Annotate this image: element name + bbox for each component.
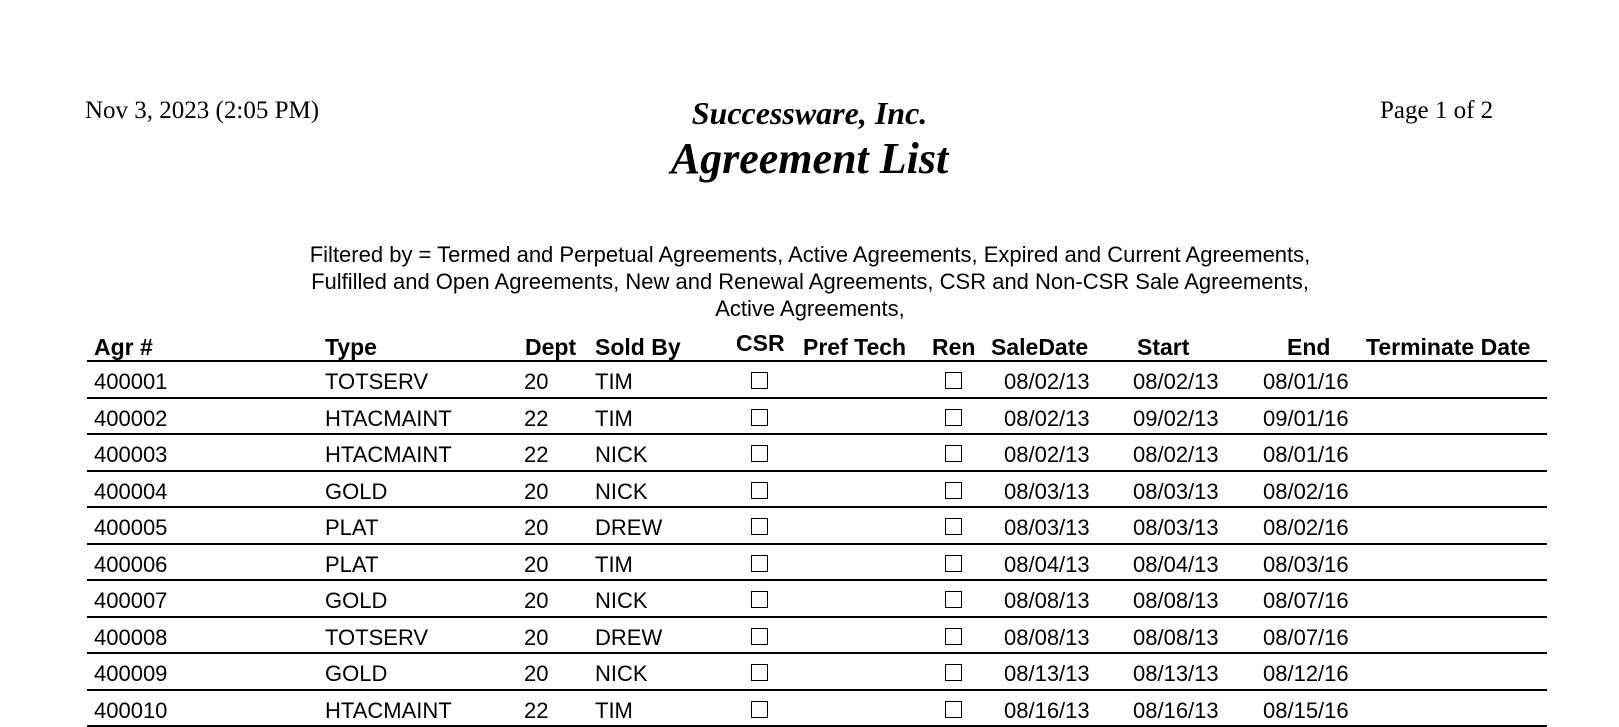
sale-date-cell: 08/08/13 — [1004, 588, 1090, 614]
start-cell: 08/02/13 — [1133, 442, 1219, 468]
column-header-start: Start — [1137, 334, 1189, 361]
dept-cell: 20 — [524, 479, 548, 505]
csr-checkbox — [751, 591, 768, 608]
ren-checkbox — [945, 482, 962, 499]
agr-cell: 400007 — [94, 588, 167, 614]
table-row — [87, 691, 1547, 727]
sold-by-cell: NICK — [595, 661, 648, 687]
ren-checkbox — [945, 664, 962, 681]
table-row — [87, 545, 1547, 582]
end-cell: 09/01/16 — [1263, 406, 1349, 432]
start-cell: 08/08/13 — [1133, 625, 1219, 651]
start-cell: 09/02/13 — [1133, 406, 1219, 432]
ren-checkbox — [945, 555, 962, 572]
sale-date-cell: 08/13/13 — [1004, 661, 1090, 687]
table-row — [87, 654, 1547, 691]
sold-by-cell: NICK — [595, 479, 648, 505]
dept-cell: 20 — [524, 515, 548, 541]
dept-cell: 20 — [524, 369, 548, 395]
table-row — [87, 435, 1547, 472]
table-row — [87, 399, 1547, 436]
sale-date-cell: 08/16/13 — [1004, 698, 1090, 724]
dept-cell: 20 — [524, 552, 548, 578]
column-header-pref-tech: Pref Tech — [803, 334, 906, 361]
type-cell: GOLD — [325, 479, 387, 505]
sold-by-cell: TIM — [595, 698, 633, 724]
type-cell: TOTSERV — [325, 625, 428, 651]
start-cell: 08/03/13 — [1133, 515, 1219, 541]
ren-checkbox — [945, 409, 962, 426]
column-header-type: Type — [325, 334, 377, 361]
agr-cell: 400010 — [94, 698, 167, 724]
table-row — [87, 472, 1547, 509]
ren-checkbox — [945, 518, 962, 535]
column-header-agr: Agr # — [94, 334, 153, 361]
csr-checkbox — [751, 628, 768, 645]
end-cell: 08/12/16 — [1263, 661, 1349, 687]
ren-checkbox — [945, 628, 962, 645]
csr-checkbox — [751, 482, 768, 499]
end-cell: 08/01/16 — [1263, 369, 1349, 395]
csr-checkbox — [751, 409, 768, 426]
end-cell: 08/03/16 — [1263, 552, 1349, 578]
csr-checkbox — [751, 701, 768, 718]
dept-cell: 22 — [524, 442, 548, 468]
ren-checkbox — [945, 591, 962, 608]
end-cell: 08/01/16 — [1263, 442, 1349, 468]
agr-cell: 400003 — [94, 442, 167, 468]
column-header-end: End — [1287, 334, 1330, 361]
company-name: Successware, Inc. — [0, 95, 1619, 132]
agr-cell: 400002 — [94, 406, 167, 432]
end-cell: 08/02/16 — [1263, 479, 1349, 505]
end-cell: 08/07/16 — [1263, 625, 1349, 651]
csr-checkbox — [751, 664, 768, 681]
sold-by-cell: DREW — [595, 515, 662, 541]
page-number: Page 1 of 2 — [1380, 97, 1493, 125]
column-header-csr: CSR — [736, 330, 785, 357]
ren-checkbox — [945, 701, 962, 718]
dept-cell: 20 — [524, 625, 548, 651]
column-header-dept: Dept — [525, 334, 576, 361]
csr-checkbox — [751, 555, 768, 572]
table-row — [87, 362, 1547, 399]
sale-date-cell: 08/03/13 — [1004, 515, 1090, 541]
start-cell: 08/02/13 — [1133, 369, 1219, 395]
table-row — [87, 508, 1547, 545]
dept-cell: 22 — [524, 406, 548, 432]
type-cell: GOLD — [325, 588, 387, 614]
end-cell: 08/07/16 — [1263, 588, 1349, 614]
dept-cell: 20 — [524, 588, 548, 614]
column-header-terminate-date: Terminate Date — [1366, 334, 1530, 361]
csr-checkbox — [751, 518, 768, 535]
table-row — [87, 581, 1547, 618]
sold-by-cell: TIM — [595, 552, 633, 578]
table-row — [87, 618, 1547, 655]
dept-cell: 22 — [524, 698, 548, 724]
type-cell: TOTSERV — [325, 369, 428, 395]
type-cell: PLAT — [325, 515, 378, 541]
sold-by-cell: NICK — [595, 588, 648, 614]
sale-date-cell: 08/08/13 — [1004, 625, 1090, 651]
sale-date-cell: 08/04/13 — [1004, 552, 1090, 578]
csr-checkbox — [751, 445, 768, 462]
csr-checkbox — [751, 372, 768, 389]
column-header-sold-by: Sold By — [595, 334, 681, 361]
agr-cell: 400006 — [94, 552, 167, 578]
agr-cell: 400001 — [94, 369, 167, 395]
sold-by-cell: TIM — [595, 406, 633, 432]
sold-by-cell: TIM — [595, 369, 633, 395]
type-cell: HTACMAINT — [325, 442, 452, 468]
report-date: Nov 3, 2023 (2:05 PM) — [85, 97, 319, 125]
sale-date-cell: 08/02/13 — [1004, 406, 1090, 432]
end-cell: 08/02/16 — [1263, 515, 1349, 541]
type-cell: PLAT — [325, 552, 378, 578]
agr-cell: 400008 — [94, 625, 167, 651]
start-cell: 08/13/13 — [1133, 661, 1219, 687]
filter-description: Filtered by = Termed and Perpetual Agreements, Active Agreements, Expired and Current Agreements, Fulfilled and Open Agreements, New and Renewal Agreements, CSR and Non-CSR Sale Agreements, Active Agreements, — [280, 241, 1340, 322]
sale-date-cell: 08/03/13 — [1004, 479, 1090, 505]
table-body — [87, 362, 1547, 727]
start-cell: 08/04/13 — [1133, 552, 1219, 578]
sale-date-cell: 08/02/13 — [1004, 442, 1090, 468]
column-header-ren: Ren — [932, 334, 975, 361]
agreement-table — [87, 326, 1547, 727]
type-cell: HTACMAINT — [325, 406, 452, 432]
ren-checkbox — [945, 445, 962, 462]
table-header-row — [87, 326, 1547, 362]
agr-cell: 400005 — [94, 515, 167, 541]
sold-by-cell: NICK — [595, 442, 648, 468]
sold-by-cell: DREW — [595, 625, 662, 651]
start-cell: 08/03/13 — [1133, 479, 1219, 505]
agr-cell: 400009 — [94, 661, 167, 687]
type-cell: GOLD — [325, 661, 387, 687]
type-cell: HTACMAINT — [325, 698, 452, 724]
column-header-sale-date: SaleDate — [991, 334, 1088, 361]
dept-cell: 20 — [524, 661, 548, 687]
report-title: Agreement List — [0, 133, 1619, 184]
end-cell: 08/15/16 — [1263, 698, 1349, 724]
start-cell: 08/16/13 — [1133, 698, 1219, 724]
sale-date-cell: 08/02/13 — [1004, 369, 1090, 395]
start-cell: 08/08/13 — [1133, 588, 1219, 614]
agr-cell: 400004 — [94, 479, 167, 505]
ren-checkbox — [945, 372, 962, 389]
